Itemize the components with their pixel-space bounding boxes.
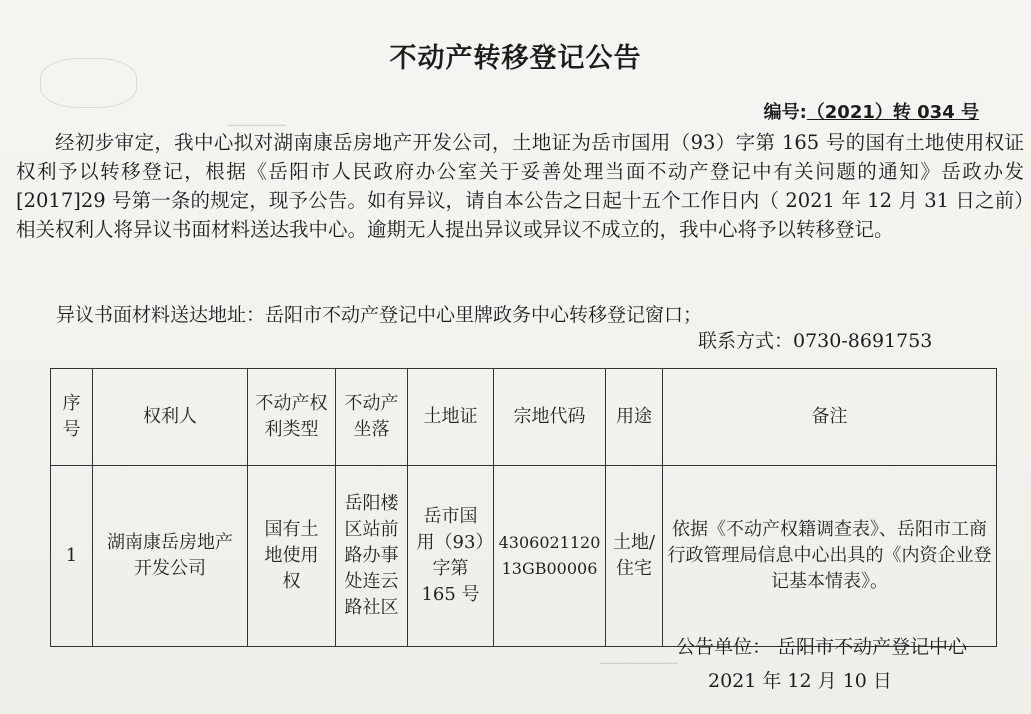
document-number: [764, 98, 979, 124]
cell-holder: 湖南康岳房地产开发公司: [93, 466, 248, 647]
cell-usage: 土地/住宅: [606, 466, 663, 647]
objection-address: 异议书面材料送达地址：岳阳市不动产登记中心里牌政务中心转移登记窗口；: [56, 304, 703, 326]
document-number-value: （2021）转 034 号: [806, 102, 979, 123]
document-number-label: 编号:: [763, 102, 807, 123]
header-location: 不动产坐落: [336, 369, 408, 466]
cell-remark: 依据《不动产权籍调查表》、岳阳市工商行政管理局信息中心出具的《内资企业登记基本情表》。: [663, 466, 997, 647]
issuing-unit: 公告单位： 岳阳市不动产登记中心: [676, 636, 968, 658]
registration-table: [50, 368, 997, 647]
header-seq: 序号: [51, 369, 93, 466]
header-holder: 权利人: [93, 369, 248, 466]
show-through-mark: ────────: [600, 654, 678, 673]
issue-date: 2021 年 12 月 10 日: [708, 670, 892, 692]
cell-parcel-code: 430602112013GB00006: [494, 466, 606, 647]
contact-info: 联系方式：0730-8691753: [698, 330, 933, 352]
header-usage: 用途: [606, 369, 663, 466]
page-title: 不动产转移登记公告: [389, 43, 642, 74]
notice-paragraph: 经初步审定，我中心拟对湖南康岳房地产开发公司，土地证为岳市国用（93）字第 165 号的国有土地使用权证权利予以转移登记，根据《岳阳市人民政府办公室关于妥善处理当面不动产登记中有关问题的通知》岳政办发[2017]29 号第一条的规定，现予公告。如有异议，请自本公告之日起十五个工作日内（ 2021 年 12 月 31 日之前）相关权利人将异议书面材料送达我中心。逾期无人提出异议或异议不成立的，我中心将予以转移登记。: [16, 131, 1024, 241]
header-parcel-code: 宗地代码: [494, 369, 606, 466]
cell-land-cert: 岳市国用（93）字第 165 号: [408, 466, 494, 647]
table-header-row: [51, 369, 997, 466]
cell-seq: 1: [51, 466, 93, 647]
cell-location: 岳阳楼区站前路办事处连云路社区: [336, 466, 408, 647]
header-remark: 备注: [663, 369, 997, 466]
cell-right-type: 国有土地使用权: [248, 466, 336, 647]
header-right-type: 不动产权利类型: [248, 369, 336, 466]
header-land-cert: 土地证: [408, 369, 494, 466]
table-row: [51, 466, 997, 647]
notice-body: [16, 128, 1024, 244]
show-through-mark: ──────: [228, 116, 286, 135]
